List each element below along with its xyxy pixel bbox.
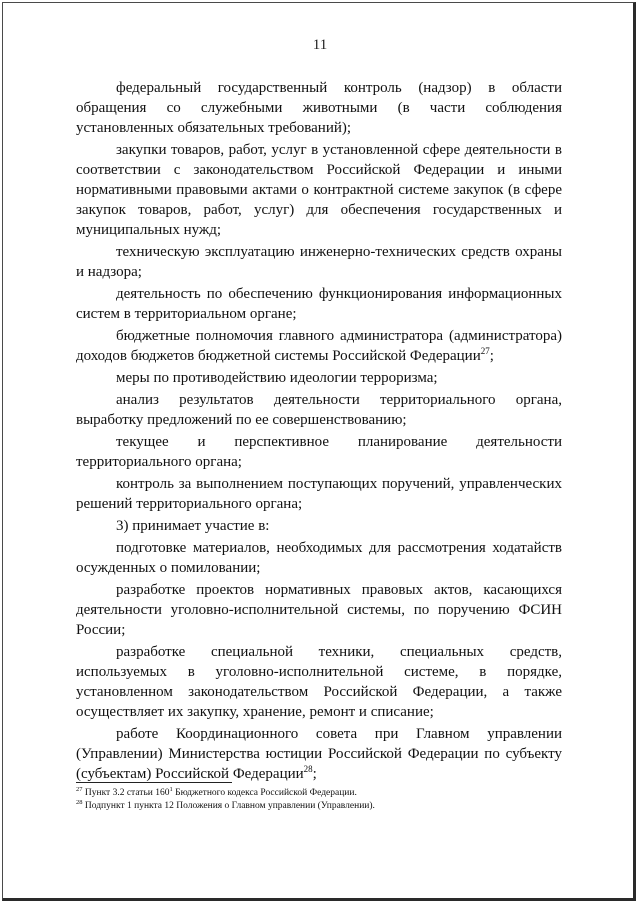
footnotes bbox=[76, 787, 562, 813]
paragraph-tail: ; bbox=[489, 348, 494, 364]
document-body bbox=[76, 78, 562, 784]
paragraph: 3) принимает участие в: bbox=[116, 518, 270, 534]
paragraph: техническую эксплуатацию инженерно-технических средств охраны и надзора; bbox=[76, 244, 562, 280]
paragraph: разработке проектов нормативных правовых актов, касающихся деятельности уголовно-исполнительной системы, по поручению ФСИН России; bbox=[76, 582, 562, 638]
paragraph: федеральный государственный контроль (надзор) в области обращения со служебными животными (в части соблюдения установленных обязательных требований); bbox=[76, 80, 562, 136]
footnote-text: Бюджетного кодекса Российской Федерации. bbox=[175, 788, 357, 798]
paragraph: закупки товаров, работ, услуг в установленной сфере деятельности в соответствии с законодательством Российской Федерации и иными нормативными правовыми актами о контрактной системе закупок (в сфере закупок товаров, работ, услуг) для обеспечения государственных и муниципальных нужд; bbox=[76, 142, 562, 238]
article-superscript: 1 bbox=[169, 786, 173, 793]
footnote-text: Подпункт 1 пункта 12 Положения о Главном управлении (Управлении). bbox=[84, 801, 375, 811]
paragraph-text: бюджетные полномочия главного администратора (администратора) доходов бюджетов бюджетной системы Российской Федерации bbox=[76, 328, 562, 364]
footnote-28 bbox=[76, 800, 562, 813]
paragraph-tail: ; bbox=[312, 766, 317, 782]
footnote-27 bbox=[76, 787, 562, 800]
paragraph: подготовке материалов, необходимых для рассмотрения ходатайств осужденных о помиловании; bbox=[76, 540, 562, 576]
footnote-ref-28[interactable]: 28 bbox=[303, 764, 313, 774]
paragraph: меры по противодействию идеологии терроризма; bbox=[116, 370, 438, 386]
paragraph-council bbox=[76, 724, 562, 784]
footnote-ref-27[interactable]: 27 bbox=[480, 346, 490, 356]
paragraph: разработке специальной техники, специальных средств, используемых в уголовно-исполнительной системе, в порядке, установленном законодательством Российской Федерации, а также осуществляет их закупку, хранение, ремонт и списание; bbox=[76, 644, 562, 720]
paragraph: контроль за выполнением поступающих поручений, управленческих решений территориального органа; bbox=[76, 476, 562, 512]
footnote-mark: 27 bbox=[76, 786, 83, 793]
paragraph: анализ результатов деятельности территориального органа, выработку предложений по ее совершенствованию; bbox=[76, 392, 562, 428]
paragraph: деятельность по обеспечению функционирования информационных систем в территориальном органе; bbox=[76, 286, 562, 322]
paragraph-budget bbox=[76, 326, 562, 366]
paragraph-text: работе Координационного совета при Главном управлении (Управлении) Министерства юстиции Российской Федерации по субъекту (субъектам) Российской Федерации bbox=[76, 726, 562, 782]
paragraph: текущее и перспективное планирование деятельности территориального органа; bbox=[76, 434, 562, 470]
footnote-separator bbox=[76, 782, 232, 783]
footnote-text: Пункт 3.2 статьи 160 bbox=[84, 788, 170, 798]
page-number: 11 bbox=[312, 37, 328, 53]
footnote-mark: 28 bbox=[76, 799, 83, 806]
